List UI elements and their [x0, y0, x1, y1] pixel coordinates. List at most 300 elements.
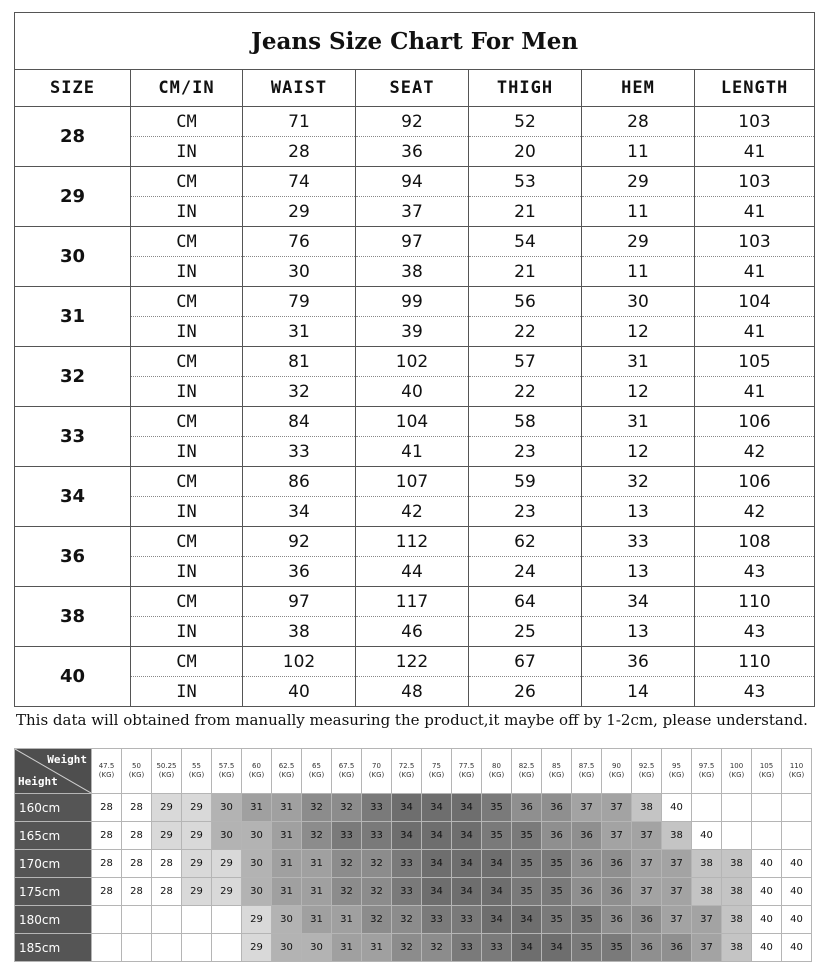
measurement-cell: 40: [356, 377, 469, 407]
measurement-cell: 108: [695, 527, 815, 557]
size-recommendation-cell: 29: [152, 822, 182, 850]
measurement-cell: 28: [243, 137, 356, 167]
measurement-cell: 48: [356, 677, 469, 707]
height-row-180cm: [15, 906, 812, 934]
measurement-cell: 32: [243, 377, 356, 407]
size-recommendation-cell: 37: [662, 906, 692, 934]
size-recommendation-cell: 31: [272, 794, 302, 822]
size-recommendation-cell: 37: [602, 822, 632, 850]
size-recommendation-cell: 29: [182, 794, 212, 822]
size-recommendation-cell: 40: [782, 906, 812, 934]
weight-column-header: 65 (KG): [302, 749, 332, 794]
measurement-cell: 41: [356, 437, 469, 467]
measurement-cell: 42: [695, 437, 815, 467]
size-row-28-in: [15, 137, 815, 167]
size-recommendation-cell: 32: [392, 906, 422, 934]
size-recommendation-cell: 37: [662, 850, 692, 878]
measurement-cell: 41: [695, 257, 815, 287]
size-recommendation-cell: 37: [632, 850, 662, 878]
size-row-36-in: [15, 557, 815, 587]
measurement-cell: 38: [243, 617, 356, 647]
measurement-cell: 57: [469, 347, 582, 377]
weight-column-header: 92.5 (KG): [632, 749, 662, 794]
size-recommendation-cell: 33: [452, 906, 482, 934]
measurement-cell: 97: [356, 227, 469, 257]
weight-column-header: 90 (KG): [602, 749, 632, 794]
size-recommendation-cell: 36: [602, 906, 632, 934]
size-recommendation-cell: 36: [602, 878, 632, 906]
chart-title: Jeans Size Chart For Men: [15, 13, 815, 70]
weight-column-header: 87.5 (KG): [572, 749, 602, 794]
weight-column-header: 47.5 (KG): [92, 749, 122, 794]
size-label: 38: [15, 587, 131, 647]
unit-label: IN: [131, 437, 243, 467]
measurement-cell: 54: [469, 227, 582, 257]
column-header-seat: SEAT: [356, 70, 469, 107]
measurement-cell: 79: [243, 287, 356, 317]
weight-column-header: 50.25 (KG): [152, 749, 182, 794]
corner-height-label: Height: [18, 775, 58, 788]
size-recommendation-cell: 29: [152, 794, 182, 822]
size-recommendation-cell: 31: [302, 850, 332, 878]
weight-column-header: 50 (KG): [122, 749, 152, 794]
size-row-34-cm: [15, 467, 815, 497]
measurement-cell: 31: [582, 347, 695, 377]
measurement-cell: 64: [469, 587, 582, 617]
size-recommendation-cell: 38: [722, 878, 752, 906]
size-recommendation-cell: 36: [542, 794, 572, 822]
weight-column-header: 95 (KG): [662, 749, 692, 794]
measurement-cell: 22: [469, 377, 582, 407]
size-recommendation-cell: 36: [542, 822, 572, 850]
size-row-38-in: [15, 617, 815, 647]
size-label: 28: [15, 107, 131, 167]
size-recommendation-cell: [152, 906, 182, 934]
measurement-cell: 36: [356, 137, 469, 167]
measurement-cell: 33: [582, 527, 695, 557]
size-recommendation-cell: [122, 906, 152, 934]
size-recommendation-cell: 28: [122, 794, 152, 822]
weight-column-header: 62.5 (KG): [272, 749, 302, 794]
weight-column-header: 75 (KG): [422, 749, 452, 794]
size-recommendation-cell: 35: [482, 822, 512, 850]
measurement-cell: 29: [243, 197, 356, 227]
size-recommendation-cell: 34: [452, 878, 482, 906]
measurement-cell: 103: [695, 107, 815, 137]
size-recommendation-cell: 35: [542, 850, 572, 878]
jeans-size-table: [14, 12, 815, 707]
measurement-cell: 103: [695, 227, 815, 257]
measurement-cell: 97: [243, 587, 356, 617]
measurement-cell: 110: [695, 587, 815, 617]
size-table-body: [15, 107, 815, 707]
size-recommendation-cell: 31: [302, 878, 332, 906]
measurement-cell: 74: [243, 167, 356, 197]
measurement-cell: 104: [356, 407, 469, 437]
size-recommendation-cell: 34: [482, 878, 512, 906]
weight-column-header: 105 (KG): [752, 749, 782, 794]
size-recommendation-cell: 32: [332, 850, 362, 878]
height-row-175cm: [15, 878, 812, 906]
size-recommendation-cell: 35: [572, 906, 602, 934]
size-row-34-in: [15, 497, 815, 527]
size-recommendation-cell: 38: [662, 822, 692, 850]
size-recommendation-cell: [212, 906, 242, 934]
size-row-30-cm: [15, 227, 815, 257]
measurement-cell: 11: [582, 137, 695, 167]
size-recommendation-cell: 29: [242, 934, 272, 962]
size-recommendation-cell: 33: [332, 822, 362, 850]
column-header-cmin: CM/IN: [131, 70, 243, 107]
measurement-cell: 86: [243, 467, 356, 497]
weight-height-corner: [15, 749, 92, 794]
unit-label: IN: [131, 197, 243, 227]
size-recommendation-cell: 35: [512, 850, 542, 878]
size-recommendation-cell: 29: [212, 878, 242, 906]
measurement-cell: 11: [582, 257, 695, 287]
size-recommendation-cell: 32: [302, 794, 332, 822]
size-recommendation-cell: 36: [572, 850, 602, 878]
size-recommendation-cell: 40: [782, 850, 812, 878]
size-row-38-cm: [15, 587, 815, 617]
measurement-cell: 39: [356, 317, 469, 347]
size-recommendation-cell: 31: [332, 906, 362, 934]
size-recommendation-cell: 34: [482, 850, 512, 878]
size-recommendation-cell: 38: [722, 906, 752, 934]
size-recommendation-cell: 30: [242, 822, 272, 850]
unit-label: CM: [131, 107, 243, 137]
measurement-cell: 20: [469, 137, 582, 167]
measurement-cell: 62: [469, 527, 582, 557]
size-recommendation-cell: 40: [752, 878, 782, 906]
measurement-cell: 59: [469, 467, 582, 497]
size-recommendation-cell: [782, 794, 812, 822]
size-recommendation-cell: 29: [212, 850, 242, 878]
size-recommendation-cell: 35: [512, 878, 542, 906]
size-label: 32: [15, 347, 131, 407]
size-recommendation-cell: 32: [362, 878, 392, 906]
measurement-cell: 92: [243, 527, 356, 557]
measurement-cell: 99: [356, 287, 469, 317]
size-recommendation-cell: 30: [272, 934, 302, 962]
measurement-cell: 29: [582, 227, 695, 257]
unit-label: IN: [131, 257, 243, 287]
measurement-cell: 30: [243, 257, 356, 287]
size-recommendation-cell: 28: [92, 822, 122, 850]
measurement-cell: 31: [243, 317, 356, 347]
unit-label: IN: [131, 617, 243, 647]
size-recommendation-cell: 29: [182, 822, 212, 850]
measurement-cell: 106: [695, 467, 815, 497]
size-recommendation-cell: 38: [722, 850, 752, 878]
size-recommendation-cell: 34: [512, 934, 542, 962]
size-recommendation-cell: 34: [422, 850, 452, 878]
unit-label: CM: [131, 287, 243, 317]
size-recommendation-cell: 36: [632, 906, 662, 934]
measurement-cell: 94: [356, 167, 469, 197]
height-label: 175cm: [15, 878, 92, 906]
size-recommendation-cell: 40: [752, 934, 782, 962]
measurement-cell: 36: [582, 647, 695, 677]
size-recommendation-cell: 34: [512, 906, 542, 934]
size-label: 29: [15, 167, 131, 227]
unit-label: CM: [131, 347, 243, 377]
size-recommendation-cell: 32: [362, 850, 392, 878]
size-recommendation-cell: 35: [542, 878, 572, 906]
corner-weight-label: Weight: [47, 753, 87, 766]
weight-column-header: 80 (KG): [482, 749, 512, 794]
size-recommendation-cell: 33: [362, 794, 392, 822]
size-recommendation-cell: 34: [482, 906, 512, 934]
weight-column-header: 67.5 (KG): [332, 749, 362, 794]
measurement-cell: 13: [582, 617, 695, 647]
size-recommendation-cell: 34: [452, 822, 482, 850]
size-recommendation-cell: 34: [392, 822, 422, 850]
measurement-cell: 30: [582, 287, 695, 317]
size-label: 40: [15, 647, 131, 707]
measurement-cell: 36: [243, 557, 356, 587]
unit-label: IN: [131, 317, 243, 347]
size-recommendation-cell: 34: [542, 934, 572, 962]
size-recommendation-cell: 28: [122, 878, 152, 906]
size-label: 34: [15, 467, 131, 527]
size-row-33-in: [15, 437, 815, 467]
size-recommendation-cell: 35: [602, 934, 632, 962]
measurement-cell: 84: [243, 407, 356, 437]
column-header-waist: WAIST: [243, 70, 356, 107]
size-recommendation-cell: 38: [722, 934, 752, 962]
size-recommendation-cell: 37: [572, 794, 602, 822]
size-row-29-cm: [15, 167, 815, 197]
size-recommendation-cell: 40: [692, 822, 722, 850]
measurement-cell: 110: [695, 647, 815, 677]
height-label: 180cm: [15, 906, 92, 934]
size-recommendation-cell: 30: [302, 934, 332, 962]
size-recommendation-cell: 37: [632, 878, 662, 906]
size-recommendation-cell: 35: [572, 934, 602, 962]
size-recommendation-cell: [212, 934, 242, 962]
size-recommendation-cell: 30: [272, 906, 302, 934]
size-recommendation-cell: 36: [602, 850, 632, 878]
size-recommendation-cell: 36: [572, 878, 602, 906]
size-recommendation-cell: 31: [332, 934, 362, 962]
unit-label: CM: [131, 527, 243, 557]
measurement-cell: 102: [356, 347, 469, 377]
size-recommendation-cell: 28: [152, 850, 182, 878]
size-recommendation-cell: 38: [692, 878, 722, 906]
measurement-cell: 31: [582, 407, 695, 437]
unit-label: IN: [131, 677, 243, 707]
height-label: 170cm: [15, 850, 92, 878]
size-recommendation-cell: 31: [242, 794, 272, 822]
size-recommendation-cell: 34: [422, 878, 452, 906]
size-recommendation-cell: 40: [752, 850, 782, 878]
size-recommendation-cell: 40: [782, 934, 812, 962]
size-recommendation-cell: [722, 794, 752, 822]
size-row-33-cm: [15, 407, 815, 437]
size-recommendation-cell: 35: [512, 822, 542, 850]
weight-column-header: 100 (KG): [722, 749, 752, 794]
measurement-cell: 58: [469, 407, 582, 437]
measurement-cell: 12: [582, 437, 695, 467]
measurement-cell: 29: [582, 167, 695, 197]
measurement-cell: 105: [695, 347, 815, 377]
measurement-cell: 117: [356, 587, 469, 617]
measurement-cell: 43: [695, 557, 815, 587]
measurement-cell: 43: [695, 617, 815, 647]
size-recommendation-cell: 32: [362, 906, 392, 934]
measurement-cell: 23: [469, 437, 582, 467]
size-recommendation-cell: 37: [602, 794, 632, 822]
unit-label: IN: [131, 557, 243, 587]
size-recommendation-cell: 33: [452, 934, 482, 962]
size-recommendation-cell: 34: [422, 794, 452, 822]
size-recommendation-cell: 32: [392, 934, 422, 962]
size-recommendation-cell: [152, 934, 182, 962]
size-recommendation-cell: 33: [362, 822, 392, 850]
measurement-cell: 21: [469, 257, 582, 287]
measurement-cell: 46: [356, 617, 469, 647]
size-recommendation-cell: 30: [242, 850, 272, 878]
size-recommendation-cell: 31: [272, 878, 302, 906]
size-recommendation-cell: 28: [122, 822, 152, 850]
size-recommendation-cell: 36: [512, 794, 542, 822]
size-recommendation-cell: [122, 934, 152, 962]
size-recommendation-cell: 33: [392, 878, 422, 906]
measurement-cell: 103: [695, 167, 815, 197]
measurement-cell: 42: [695, 497, 815, 527]
size-recommendation-cell: 28: [92, 878, 122, 906]
unit-label: IN: [131, 377, 243, 407]
weight-column-header: 57.5 (KG): [212, 749, 242, 794]
size-recommendation-cell: 40: [782, 878, 812, 906]
measurement-cell: 67: [469, 647, 582, 677]
size-recommendation-cell: 36: [632, 934, 662, 962]
measurement-cell: 106: [695, 407, 815, 437]
size-label: 36: [15, 527, 131, 587]
measurement-cell: 26: [469, 677, 582, 707]
size-recommendation-cell: 30: [242, 878, 272, 906]
measurement-cell: 28: [582, 107, 695, 137]
measurement-cell: 52: [469, 107, 582, 137]
size-recommendation-cell: 29: [242, 906, 272, 934]
size-recommendation-cell: [92, 934, 122, 962]
size-recommendation-cell: 38: [632, 794, 662, 822]
measurement-cell: 33: [243, 437, 356, 467]
size-recommendation-cell: 31: [302, 906, 332, 934]
size-recommendation-cell: 38: [692, 850, 722, 878]
size-recommendation-cell: 40: [752, 906, 782, 934]
size-recommendation-cell: [692, 794, 722, 822]
measurement-cell: 43: [695, 677, 815, 707]
size-recommendation-cell: 40: [662, 794, 692, 822]
size-row-28-cm: [15, 107, 815, 137]
size-recommendation-cell: 31: [362, 934, 392, 962]
measurement-cell: 37: [356, 197, 469, 227]
size-recommendation-cell: 28: [92, 794, 122, 822]
weight-height-body: [15, 794, 812, 962]
size-recommendation-cell: 30: [212, 794, 242, 822]
size-row-30-in: [15, 257, 815, 287]
weight-header-row: [15, 749, 812, 794]
measurement-cell: 11: [582, 197, 695, 227]
measurement-cell: 44: [356, 557, 469, 587]
size-recommendation-cell: 37: [632, 822, 662, 850]
size-label: 30: [15, 227, 131, 287]
size-recommendation-cell: 36: [572, 822, 602, 850]
size-recommendation-cell: [92, 906, 122, 934]
unit-label: CM: [131, 467, 243, 497]
measurement-note: This data will obtained from manually measuring the product,it maybe off by 1-2cm, please understand.: [16, 711, 808, 729]
size-recommendation-cell: 29: [182, 850, 212, 878]
measurement-cell: 56: [469, 287, 582, 317]
column-header-size: SIZE: [15, 70, 131, 107]
weight-column-header: 77.5 (KG): [452, 749, 482, 794]
size-row-32-cm: [15, 347, 815, 377]
unit-label: CM: [131, 167, 243, 197]
size-row-31-cm: [15, 287, 815, 317]
size-label: 31: [15, 287, 131, 347]
size-recommendation-cell: 34: [422, 822, 452, 850]
size-recommendation-cell: 28: [152, 878, 182, 906]
size-recommendation-cell: 28: [92, 850, 122, 878]
size-recommendation-cell: 33: [422, 906, 452, 934]
size-recommendation-cell: [752, 794, 782, 822]
column-header-thigh: THIGH: [469, 70, 582, 107]
unit-label: CM: [131, 407, 243, 437]
height-label: 185cm: [15, 934, 92, 962]
size-recommendation-cell: 37: [692, 906, 722, 934]
size-recommendation-cell: [782, 822, 812, 850]
size-recommendation-cell: 32: [332, 878, 362, 906]
unit-label: IN: [131, 497, 243, 527]
unit-label: CM: [131, 647, 243, 677]
weight-column-header: 60 (KG): [242, 749, 272, 794]
unit-label: IN: [131, 137, 243, 167]
unit-label: CM: [131, 227, 243, 257]
weight-column-header: 55 (KG): [182, 749, 212, 794]
measurement-cell: 104: [695, 287, 815, 317]
measurement-cell: 81: [243, 347, 356, 377]
measurement-cell: 12: [582, 317, 695, 347]
measurement-cell: 112: [356, 527, 469, 557]
size-recommendation-cell: 34: [452, 794, 482, 822]
height-row-165cm: [15, 822, 812, 850]
size-row-29-in: [15, 197, 815, 227]
size-row-32-in: [15, 377, 815, 407]
unit-label: CM: [131, 587, 243, 617]
measurement-cell: 13: [582, 497, 695, 527]
header-row: [15, 70, 815, 107]
measurement-cell: 25: [469, 617, 582, 647]
measurement-cell: 38: [356, 257, 469, 287]
weight-column-header: 97.5 (KG): [692, 749, 722, 794]
measurement-cell: 42: [356, 497, 469, 527]
measurement-cell: 92: [356, 107, 469, 137]
height-row-160cm: [15, 794, 812, 822]
size-recommendation-cell: 32: [302, 822, 332, 850]
measurement-cell: 21: [469, 197, 582, 227]
measurement-cell: 122: [356, 647, 469, 677]
column-header-length: LENGTH: [695, 70, 815, 107]
size-recommendation-cell: 35: [482, 794, 512, 822]
measurement-cell: 107: [356, 467, 469, 497]
measurement-cell: 23: [469, 497, 582, 527]
size-recommendation-cell: [722, 822, 752, 850]
size-recommendation-cell: [182, 906, 212, 934]
size-recommendation-cell: 33: [482, 934, 512, 962]
measurement-cell: 24: [469, 557, 582, 587]
